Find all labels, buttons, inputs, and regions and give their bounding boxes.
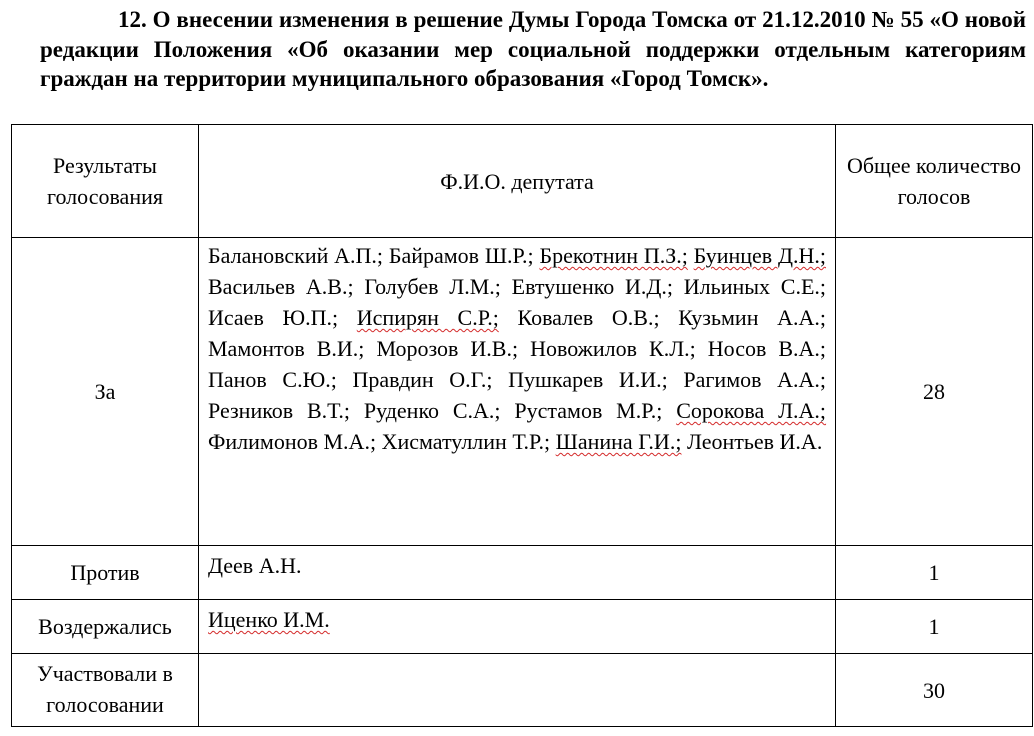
table-row-abstained [12,600,1033,654]
deputy-name: Правдин О.Г.; [352,367,493,392]
vote-count-against: 1 [836,546,1033,600]
deputy-list-against [199,546,836,600]
deputy-name: Резников В.Т.; [208,398,351,423]
decision-heading: 12. О внесении изменения в решение Думы Города Томска от 21.12.2010 № 55 «О новой редакции Положения «Об оказании мер социальной поддержки отдельным категориям граждан на территории муниципального образования «Город Томск». [40,7,1026,91]
deputy-name: Ильиных С.Е.; [683,274,826,299]
voting-results-table [11,124,1033,727]
deputy-name: Исаев Ю.П.; [208,305,339,330]
deputy-list-for [199,238,836,546]
deputy-name: Васильев А.В.; [208,274,354,299]
result-label-against: Против [12,546,199,600]
header-deputy: Ф.И.О. депутата [199,125,836,238]
deputy-name: Голубев Л.М.; [364,274,501,299]
deputy-name: Байрамов Ш.Р.; [388,243,534,268]
deputy-name: Шанина Г.И.; [555,429,682,454]
deputy-name: Брекотнин П.З.; [539,243,688,268]
deputy-name: Буинцев Д.Н.; [693,243,826,268]
result-label-abstained: Воздержались [12,600,199,654]
deputy-name: Евтушенко И.Д.; [511,274,674,299]
deputy-list-abstained [199,600,836,654]
result-label-for: За [12,238,199,546]
table-row-for [12,238,1033,546]
table-row-participated [12,654,1033,727]
vote-count-participated: 30 [836,654,1033,727]
deputy-name: Балановский А.П.; [208,243,384,268]
deputy-name: Деев А.Н. [208,553,302,578]
result-label-participated: Участвовали в голосовании [12,654,199,727]
deputy-name: Новожилов К.Л.; [530,336,696,361]
deputy-name: Кузьмин А.А.; [678,305,827,330]
header-total: Общее количество голосов [836,125,1033,238]
deputy-list-participated [199,654,836,727]
deputy-name: Сорокова Л.А.; [676,398,827,423]
deputy-name: Руденко С.А.; [363,398,501,423]
deputy-name: Испирян С.Р.; [356,305,499,330]
deputy-name: Хисматуллин Т.Р.; [381,429,551,454]
deputy-name: Пушкарев И.И.; [508,367,668,392]
deputy-name: Панов С.Ю.; [208,367,337,392]
deputy-name: Иценко И.М. [208,607,330,632]
deputy-name: Носов В.А.; [707,336,827,361]
deputy-name: Леонтьев И.А. [686,429,823,454]
table-header-row [12,125,1033,238]
header-result: Результаты голосования [12,125,199,238]
deputy-name: Рустамов М.Р.; [514,398,663,423]
deputy-name: Мамонтов В.И.; [208,336,365,361]
deputy-name: Морозов И.В.; [376,336,519,361]
deputy-name: Филимонов М.А.; [208,429,377,454]
vote-count-for: 28 [836,238,1033,546]
vote-count-abstained: 1 [836,600,1033,654]
deputy-name: Ковалев О.В.; [517,305,660,330]
deputy-name: Рагимов А.А.; [683,367,827,392]
table-row-against [12,546,1033,600]
